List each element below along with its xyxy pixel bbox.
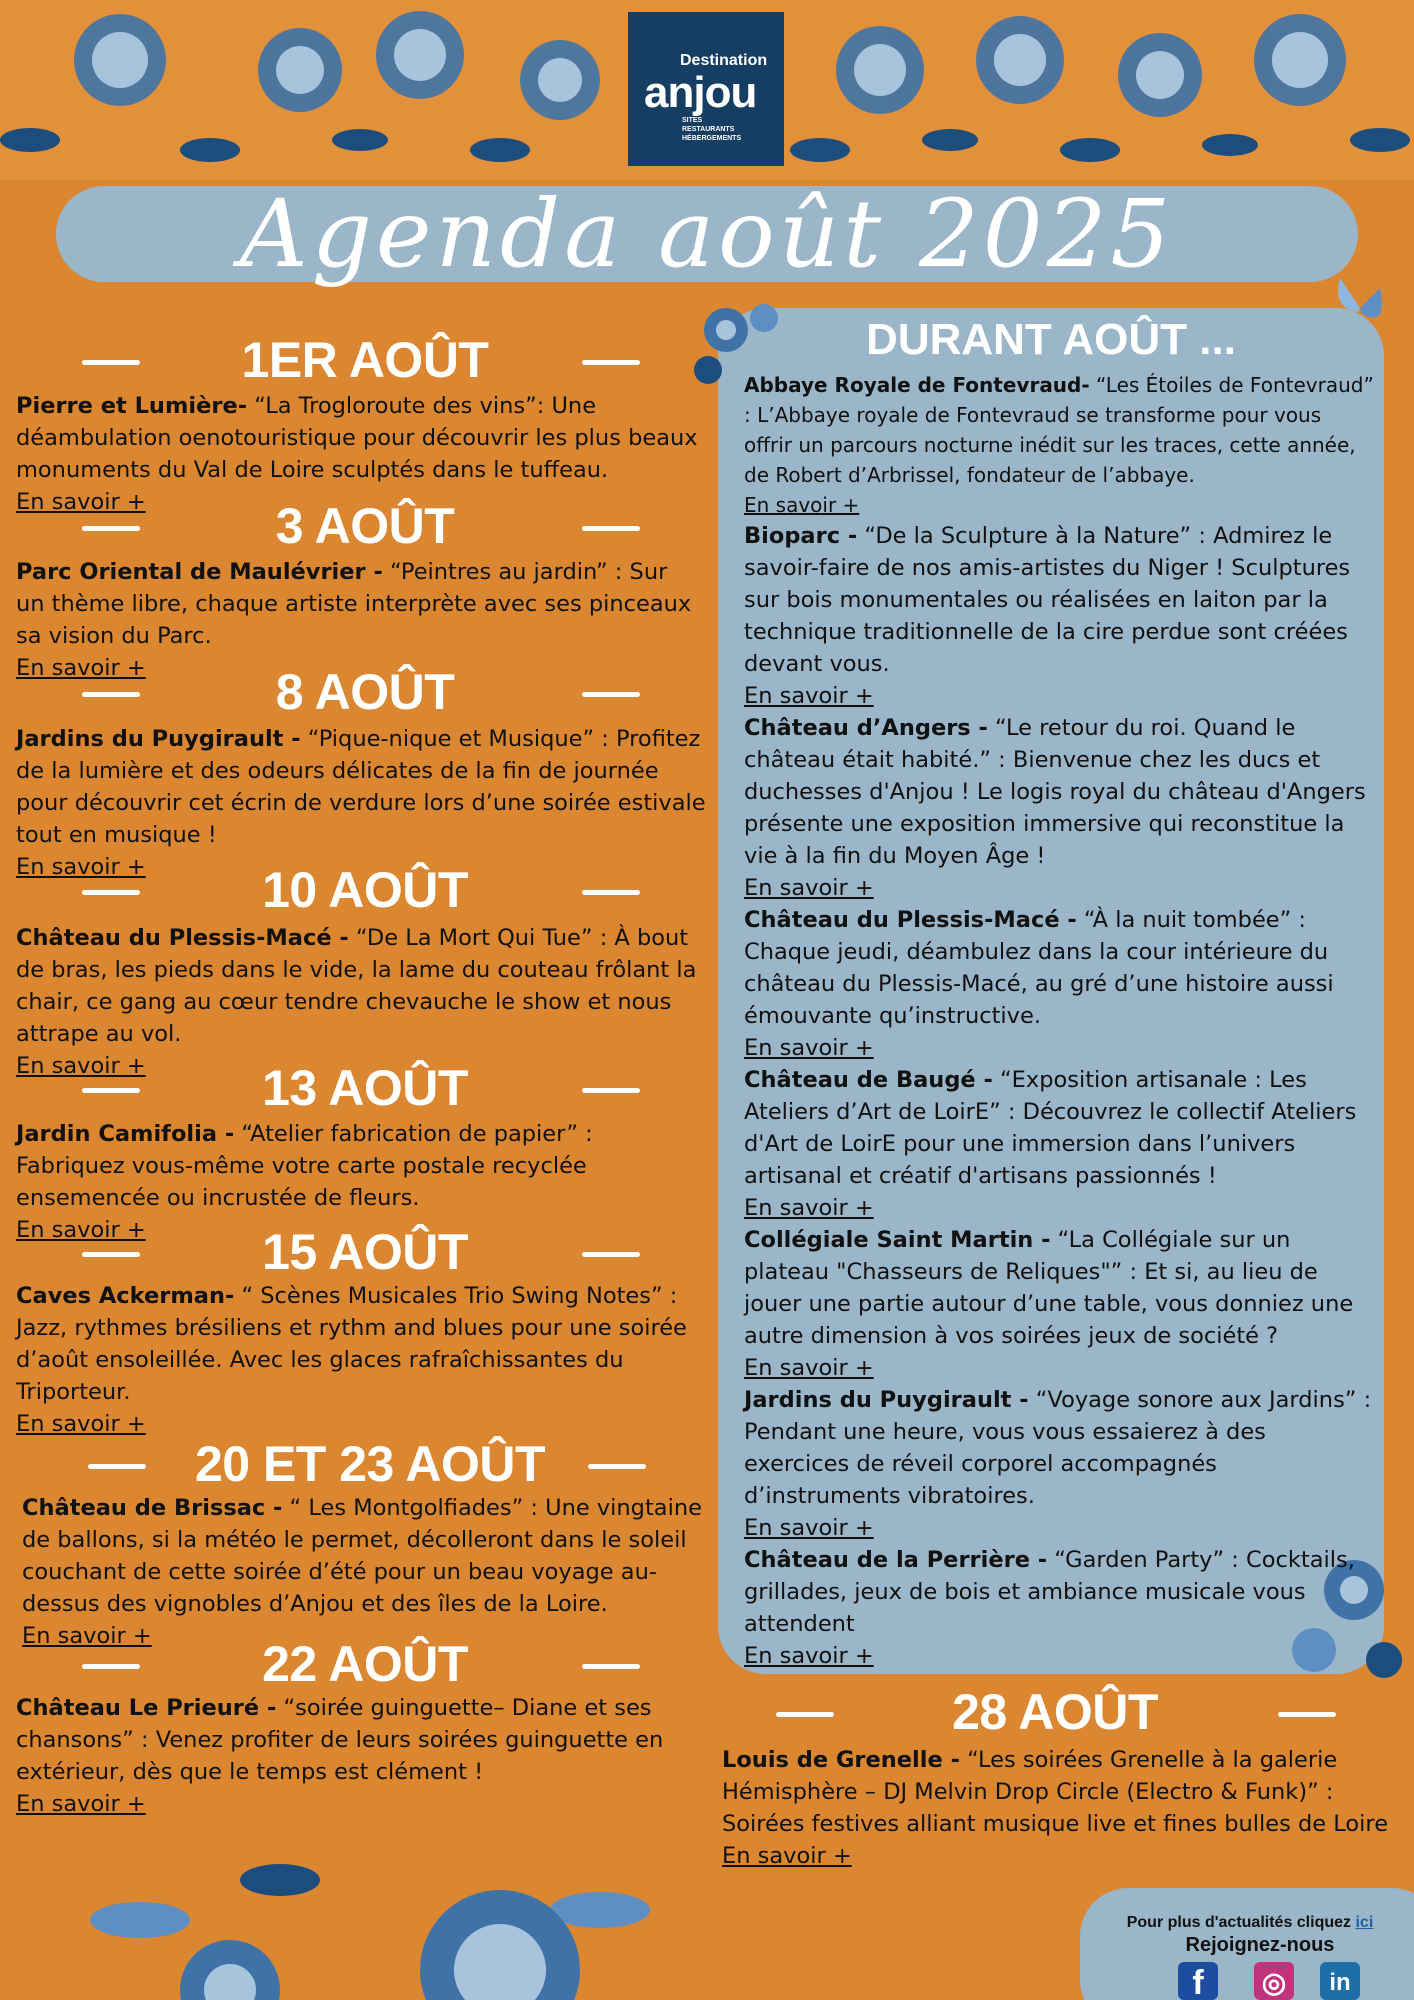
date-heading: 20 ET 23 AOÛT: [194, 1436, 546, 1492]
date-heading: 13 AOÛT: [262, 1060, 468, 1116]
event-venue: Pierre et Lumière-: [16, 393, 248, 419]
learn-more-link[interactable]: En savoir +: [744, 1515, 874, 1541]
linkedin-icon[interactable]: in: [1320, 1962, 1360, 2000]
learn-more-link[interactable]: En savoir +: [16, 854, 146, 880]
date-heading: 22 AOÛT: [262, 1636, 468, 1692]
learn-more-link[interactable]: En savoir +: [744, 493, 860, 517]
event-description: “Exposition artisanale : Les Ateliers d’Art de LoirE” : Découvrez le collectif Ateliers d'Art de LoirE pour une immersion dans l’univers artisanal et créatif d'artisans passionnés !: [744, 1067, 1357, 1189]
event-venue: Collégiale Saint Martin -: [744, 1227, 1051, 1253]
event-entry: [744, 1544, 1374, 1672]
learn-more-link[interactable]: En savoir +: [722, 1843, 852, 1869]
event-venue: Louis de Grenelle -: [722, 1747, 960, 1773]
event-description: “Voyage sonore aux Jardins” : Pendant une heure, vous vous essaierez à des exercices de réveil corporel accompagnés d’instruments vibratoires.: [744, 1387, 1372, 1509]
event-venue: Abbaye Royale de Fontevraud-: [744, 373, 1090, 397]
event-description: “De la Sculpture à la Nature” : Admirez le savoir-faire de nos amis-artistes du Niger ! Sculptures sur bois monumentales ou réalisées en laiton par la technique traditionnelle de la cire perdue sont créées devant vous.: [744, 523, 1351, 677]
learn-more-link[interactable]: En savoir +: [744, 1195, 874, 1221]
logo-anjou-text: anjou: [644, 68, 757, 117]
event-entry: [744, 1224, 1374, 1384]
event-venue: Jardin Camifolia -: [16, 1121, 235, 1147]
durant-aout-events: [744, 370, 1374, 1672]
divider-dash: [88, 1464, 146, 1469]
divider-dash: [582, 360, 640, 365]
learn-more-link[interactable]: En savoir +: [16, 1053, 146, 1079]
event-venue: Château du Plessis-Macé -: [16, 925, 349, 951]
date-heading: 3 AOÛT: [275, 498, 455, 554]
learn-more-link[interactable]: En savoir +: [744, 1355, 874, 1381]
event-venue: Jardins du Puygirault -: [744, 1387, 1029, 1413]
divider-dash: [82, 360, 140, 365]
divider-dash: [82, 1252, 140, 1257]
event-venue: Château de la Perrière -: [744, 1547, 1048, 1573]
learn-more-link[interactable]: En savoir +: [744, 683, 874, 709]
learn-more-link[interactable]: En savoir +: [744, 875, 874, 901]
news-link[interactable]: ici: [1355, 1914, 1374, 1931]
divider-dash: [82, 1088, 140, 1093]
event-entry: [744, 370, 1374, 520]
event-entry: [744, 904, 1374, 1064]
learn-more-link[interactable]: En savoir +: [16, 1791, 146, 1817]
logo-destination-text: Destination: [680, 52, 768, 69]
event-entry: [16, 723, 706, 883]
event-venue: Château du Plessis-Macé -: [744, 907, 1077, 933]
divider-dash: [588, 1464, 646, 1469]
news-prompt: [1100, 1912, 1400, 1934]
floral-footer-decoration: [80, 1800, 720, 2000]
learn-more-link[interactable]: En savoir +: [16, 655, 146, 681]
learn-more-link[interactable]: En savoir +: [16, 489, 146, 515]
event-description: “Pique-nique et Musique” : Profitez de la lumière et des odeurs délicates de la fin de journée pour découvrir cet écrin de verdure lors d’une soirée estivale tout en musique !: [16, 726, 706, 848]
event-entry: [722, 1744, 1408, 1872]
divider-dash: [582, 1252, 640, 1257]
event-description: “La Collégiale sur un plateau "Chasseurs de Reliques"” : Et si, au lieu de jouer une partie autour d’une table, vous donniez une autre dimension à vos soirées jeux de société ?: [744, 1227, 1354, 1349]
event-description: “À la nuit tombée” : Chaque jeudi, déambulez dans la cour intérieure du château du Plessis-Macé, au gré d’une histoire aussi émouvante qu’instructive.: [744, 907, 1334, 1029]
divider-dash: [82, 526, 140, 531]
event-venue: Jardins du Puygirault -: [16, 726, 301, 752]
event-venue: Parc Oriental de Maulévrier -: [16, 559, 383, 585]
event-entry: [744, 712, 1374, 904]
logo-sub-line: RESTAURANTS: [682, 126, 735, 133]
learn-more-link[interactable]: En savoir +: [744, 1035, 874, 1061]
event-description: “De La Mort Qui Tue” : À bout de bras, les pieds dans le vide, la lame du couteau frôlant la chair, ce gang au cœur tendre chevauche le show et nous attrape au vol.: [16, 925, 697, 1047]
date-heading: 28 AOÛT: [952, 1684, 1158, 1740]
logo-sub-line: SITES: [682, 117, 703, 124]
divider-dash: [582, 890, 640, 895]
event-venue: Caves Ackerman-: [16, 1283, 235, 1309]
destination-anjou-logo[interactable]: [628, 12, 784, 166]
durant-aout-title: DURANT AOÛT ...: [866, 315, 1236, 364]
event-description: “soirée guinguette– Diane et ses chansons” : Venez profiter de leurs soirées guinguette en extérieur, dès que le temps est clément !: [16, 1695, 664, 1785]
divider-dash: [82, 890, 140, 895]
join-us-label: Rejoignez-nous: [1185, 1934, 1335, 1956]
divider-dash: [582, 1088, 640, 1093]
event-venue: Château de Brissac -: [22, 1495, 283, 1521]
event-venue: Bioparc -: [744, 523, 858, 549]
date-heading: 10 AOÛT: [262, 862, 468, 918]
date-heading: 1ER AOÛT: [241, 332, 489, 388]
event-description: “Garden Party” : Cocktails, grillades, jeux de bois et ambiance musicale vous attendent: [744, 1547, 1355, 1637]
event-entry: [22, 1492, 712, 1652]
divider-dash: [582, 692, 640, 697]
event-entry: [744, 1384, 1374, 1544]
event-venue: Château d’Angers -: [744, 715, 988, 741]
event-description: “Le retour du roi. Quand le château était habité.” : Bienvenue chez les ducs et duchesses d'Anjou ! Le logis royal du château d'Angers présente une exposition immersive qui reconstitue la vie à la fin du Moyen Âge !: [744, 715, 1366, 869]
facebook-icon[interactable]: f: [1178, 1962, 1218, 2000]
learn-more-link[interactable]: En savoir +: [16, 1411, 146, 1437]
event-description: “La Trogloroute des vins”: Une déambulation oenotouristique pour découvrir les plus beaux monuments du Val de Loire sculptés dans le tuffeau.: [16, 393, 698, 483]
logo-subtitle: [682, 116, 772, 143]
divider-dash: [82, 692, 140, 697]
learn-more-link[interactable]: En savoir +: [22, 1623, 152, 1649]
logo-sub-line: HÉBERGEMENTS: [682, 135, 742, 142]
event-description: “ Scènes Musicales Trio Swing Notes” : Jazz, rythmes brésiliens et rythm and blues pour une soirée d’août ensoleillée. Avec les glaces rafraîchissantes du Triporteur.: [16, 1283, 687, 1405]
divider-dash: [582, 1664, 640, 1669]
event-description: “Atelier fabrication de papier” : Fabriquez vous-même votre carte postale recyclée ensemencée ou incrustée de fleurs.: [16, 1121, 593, 1211]
date-heading: 15 AOÛT: [262, 1224, 468, 1280]
event-entry: [744, 520, 1374, 712]
divider-dash: [82, 1664, 140, 1669]
date-heading: 8 AOÛT: [275, 664, 455, 720]
event-venue: Château de Baugé -: [744, 1067, 993, 1093]
divider-dash: [582, 526, 640, 531]
learn-more-link[interactable]: En savoir +: [16, 1217, 146, 1243]
page-title: Agenda août 2025: [239, 180, 1175, 289]
event-description: “Peintres au jardin” : Sur un thème libre, chaque artiste interprète avec ses pinceaux sa vision du Parc.: [16, 559, 692, 649]
instagram-icon[interactable]: ◎: [1254, 1962, 1294, 2000]
event-description: “Les soirées Grenelle à la galerie Hémisphère – DJ Melvin Drop Circle (Electro & Funk)” : Soirées festives alliant musique live et fines bulles de Loire: [722, 1747, 1389, 1837]
news-prompt-text: Pour plus d'actualités cliquez: [1126, 1914, 1356, 1931]
event-description: “ Les Montgolfiades” : Une vingtaine de ballons, si la météo le permet, décolleront dans le soleil couchant de cette soirée d’été pour un beau voyage au-dessus des vignobles d’Anjou et des îles de la Loire.: [22, 1495, 702, 1617]
divider-dash: [1278, 1712, 1336, 1717]
event-venue: Château Le Prieuré -: [16, 1695, 277, 1721]
event-entry: [744, 1064, 1374, 1224]
event-description: “Les Étoiles de Fontevraud” : L’Abbaye royale de Fontevraud se transforme pour vous offrir un parcours nocturne inédit sur les traces, cette année, de Robert d’Arbrissel, fondateur de l’abbaye.: [744, 373, 1374, 487]
event-entry: [16, 1280, 706, 1440]
divider-dash: [776, 1712, 834, 1717]
learn-more-link[interactable]: En savoir +: [744, 1643, 874, 1669]
